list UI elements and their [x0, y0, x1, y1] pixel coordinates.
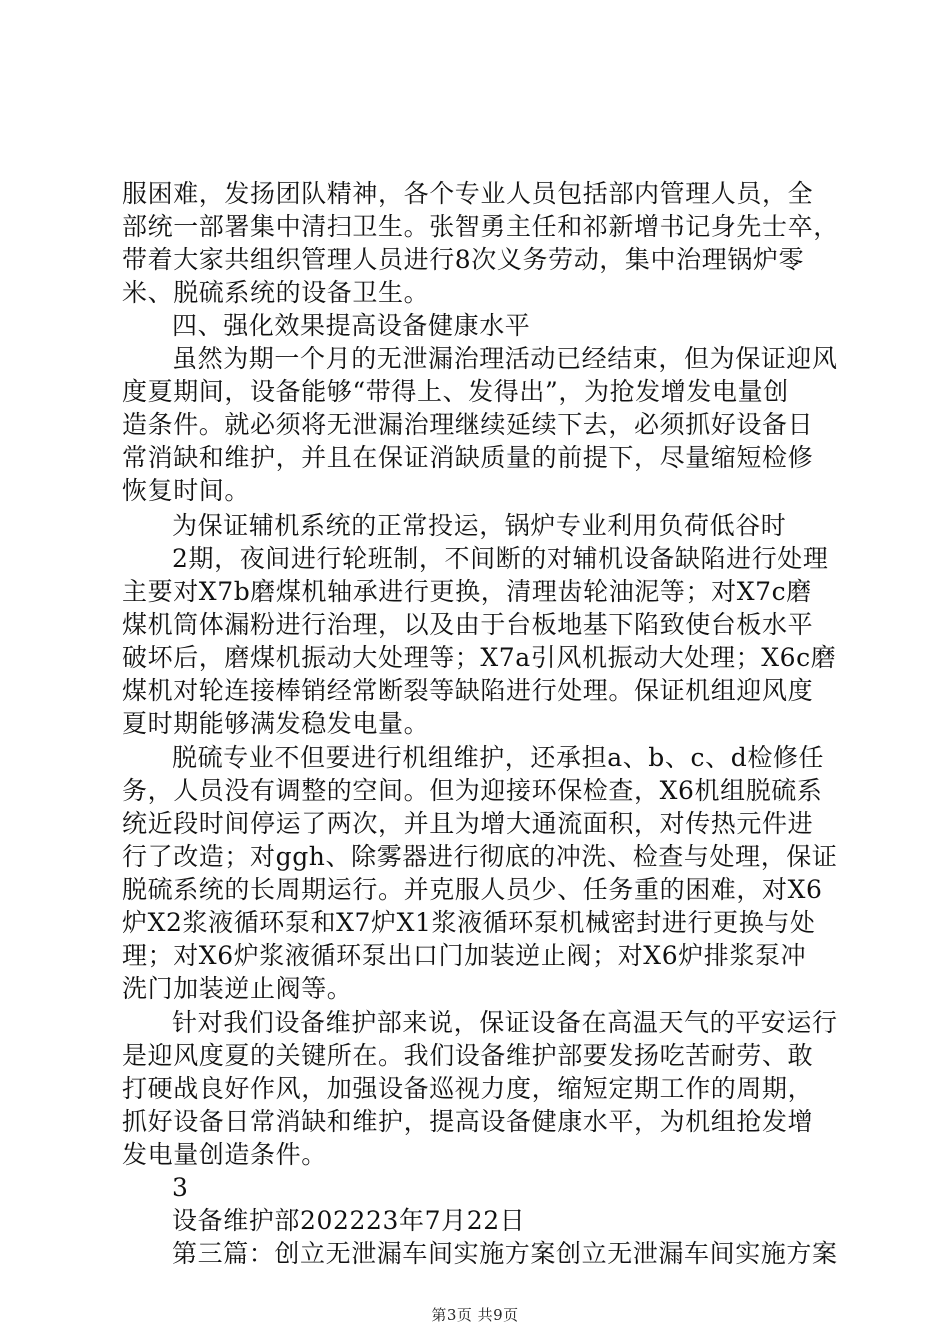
page-number-text: 3 — [172, 1173, 189, 1202]
body-line: 务，人员没有调整的空间。但为迎接环保检查，X6机组脱硫系 — [122, 776, 823, 805]
signature-date-line: 设备维护部202223年7月22日 — [172, 1206, 526, 1235]
body-line: 服困难，发扬团队精神，各个专业人员包括部内管理人员，全 — [122, 179, 814, 208]
body-line: 发电量创造条件。 — [122, 1140, 327, 1169]
body-line: 部统一部署集中清扫卫生。张智勇主任和祁新增书记身先士卒， — [122, 212, 839, 241]
body-line: 带着大家共组织管理人员进行8次义务劳动，集中治理锅炉零 — [122, 245, 805, 274]
body-line: 洗门加装逆止阀等。 — [122, 974, 353, 1003]
body-line: 脱硫系统的长周期运行。并克服人员少、任务重的困难，对X6 — [122, 875, 823, 904]
body-line: 常消缺和维护，并且在保证消缺质量的前提下，尽量缩短检修 — [122, 443, 814, 472]
section-heading: 四、强化效果提高设备健康水平 — [172, 311, 531, 340]
body-line: 炉X2浆液循环泵和X7炉X1浆液循环泵机械密封进行更换与处 — [122, 908, 816, 937]
body-line: 度夏期间，设备能够“带得上、发得出”，为抢发增发电量创 — [122, 377, 789, 406]
body-line: 脱硫专业不但要进行机组维护，还承担a、b、c、d检修任 — [172, 743, 825, 772]
body-line: 2期，夜间进行轮班制，不间断的对辅机设备缺陷进行处理 — [172, 544, 829, 573]
body-line: 虽然为期一个月的无泄漏治理活动已经结束，但为保证迎风 — [172, 344, 838, 373]
body-line: 行了改造；对ggh、除雾器进行彻底的冲洗、检查与处理，保证 — [122, 842, 838, 871]
body-line: 打硬战良好作风，加强设备巡视力度，缩短定期工作的周期， — [122, 1074, 814, 1103]
body-line: 抓好设备日常消缺和维护，提高设备健康水平，为机组抢发增 — [122, 1107, 814, 1136]
body-line: 是迎风度夏的关键所在。我们设备维护部要发扬吃苦耐劳、敢 — [122, 1041, 814, 1070]
body-line: 针对我们设备维护部来说，保证设备在高温天气的平安运行 — [172, 1008, 838, 1037]
body-line: 造条件。就必须将无泄漏治理继续延续下去，必须抓好设备日 — [122, 410, 814, 439]
body-line: 夏时期能够满发稳发电量。 — [122, 709, 430, 738]
body-line: 煤机筒体漏粉进行治理，以及由于台板地基下陷致使台板水平 — [122, 610, 814, 639]
body-line: 为保证辅机系统的正常投运，锅炉专业利用负荷低谷时 — [172, 511, 787, 540]
body-line: 理；对X6炉浆液循环泵出口门加装逆止阀；对X6炉排浆泵冲 — [122, 941, 807, 970]
body-line: 米、脱硫系统的设备卫生。 — [122, 278, 430, 307]
body-line: 煤机对轮连接棒销经常断裂等缺陷进行处理。保证机组迎风度 — [122, 676, 814, 705]
body-line: 统近段时间停运了两次，并且为增大通流面积，对传热元件进 — [122, 809, 814, 838]
body-line: 恢复时间。 — [122, 476, 251, 505]
page-footer: 第3页 共9页 — [431, 1306, 519, 1324]
body-line: 主要对X7b磨煤机轴承进行更换，清理齿轮油泥等；对X7c磨 — [122, 577, 812, 606]
next-section-title: 第三篇：创立无泄漏车间实施方案创立无泄漏车间实施方案 — [172, 1239, 838, 1268]
body-line: 破坏后，磨煤机振动大处理等；X7a引风机振动大处理；X6c磨 — [122, 643, 837, 672]
